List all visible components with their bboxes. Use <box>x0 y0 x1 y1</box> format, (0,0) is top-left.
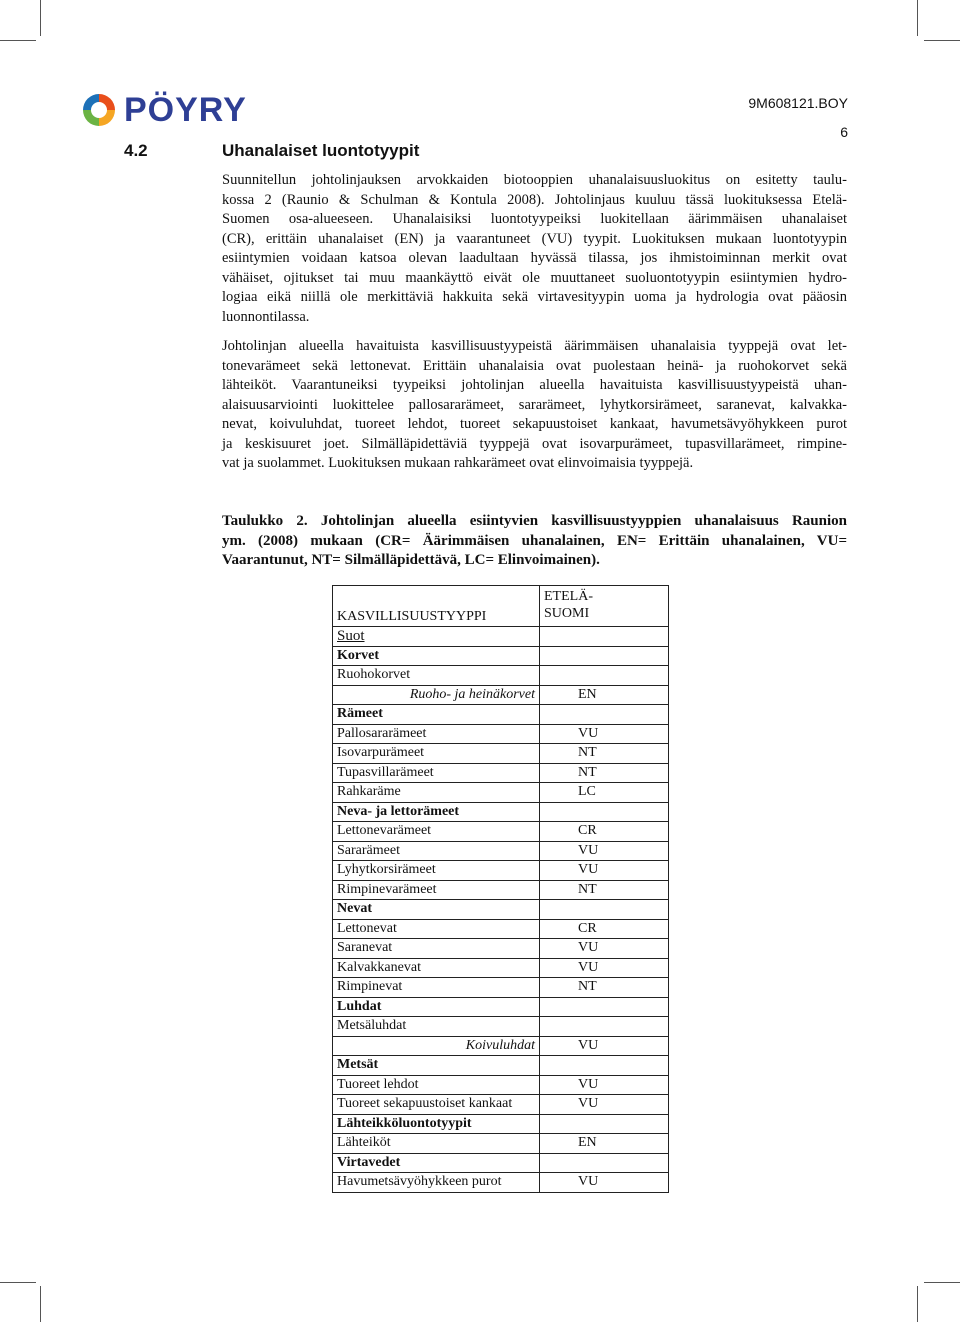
table-row <box>333 802 669 822</box>
threat-status-cell: VU <box>540 1173 669 1193</box>
threat-status-cell: EN <box>540 685 669 705</box>
crop-mark <box>917 1286 918 1322</box>
brand-name: PÖYRY <box>124 91 247 129</box>
crop-mark <box>917 0 918 36</box>
threat-status-cell <box>540 1153 669 1173</box>
threat-status-cell <box>540 802 669 822</box>
table-row <box>333 783 669 803</box>
threat-status-cell <box>540 1056 669 1076</box>
vegetation-type-cell: Sararämeet <box>333 841 540 861</box>
threat-status-cell: VU <box>540 841 669 861</box>
poyry-logo-icon <box>80 91 118 129</box>
table-row <box>333 1095 669 1115</box>
table-row <box>333 1056 669 1076</box>
threat-status-cell: VU <box>540 939 669 959</box>
vegetation-type-cell: Lähteiköt <box>333 1134 540 1154</box>
table-row <box>333 841 669 861</box>
paragraph-1: Suunnitellun johtolinjauksen arvokkaiden biotooppien uhanalaisuusluokitus on esitetty taulu- kossa 2 (Raunio & Schulman & Kontula 2008). Johtolinjaus kuuluu tässä luokituksessa Etelä- Suomen osa-alueeseen. Uhanalaisiksi luontotyypeiksi luokitellaan äärimmäisen uhanalaiset (CR), erittäin uhanalaiset (EN) ja vaarantuneet (VU) tyypit. Luokituksen mukaan luontotyypin esiintymien voidaan katsoa olevan laadultaan hyvässä tilassa, jos ihmistoiminnan merkit ovat vähäiset, ojitukset tai muu maankäyttö eivät ole muuttaneet suoluontotyypin esiintymien hydro- logiaa eikä niillä ole merkittäviä hakkuita sekä virtavesityypin uoma ja hydrologia ovat pääosin luonnontilassa. <box>222 172 847 325</box>
vegetation-type-cell: Lettonevarämeet <box>333 822 540 842</box>
crop-mark <box>40 1286 41 1322</box>
threat-status-cell <box>540 1114 669 1134</box>
vegetation-type-cell: Nevat <box>333 900 540 920</box>
table-header-row <box>333 586 669 627</box>
threat-status-cell: NT <box>540 744 669 764</box>
vegetation-type-cell: Rämeet <box>333 705 540 725</box>
column-header-type: KASVILLISUUSTYYPPI <box>333 586 540 627</box>
vegetation-type-cell: Tuoreet lehdot <box>333 1075 540 1095</box>
threat-status-cell: VU <box>540 958 669 978</box>
threat-status-cell: NT <box>540 978 669 998</box>
table-row <box>333 763 669 783</box>
vegetation-type-cell: Lettonevat <box>333 919 540 939</box>
table-row <box>333 978 669 998</box>
vegetation-type-cell: Virtavedet <box>333 1153 540 1173</box>
vegetation-type-cell: Tupasvillarämeet <box>333 763 540 783</box>
threat-status-cell: VU <box>540 1075 669 1095</box>
threat-status-cell: CR <box>540 919 669 939</box>
crop-mark <box>0 1282 36 1283</box>
vegetation-type-cell: Saranevat <box>333 939 540 959</box>
vegetation-type-cell: Ruohokorvet <box>333 666 540 686</box>
threat-status-cell: VU <box>540 1036 669 1056</box>
threat-status-cell <box>540 666 669 686</box>
vegetation-type-cell: Kalvakkanevat <box>333 958 540 978</box>
threat-status-cell <box>540 1017 669 1037</box>
section-number: 4.2 <box>124 141 148 160</box>
threat-status-cell <box>540 646 669 666</box>
table-row <box>333 1075 669 1095</box>
vegetation-type-cell: Metsät <box>333 1056 540 1076</box>
vegetation-type-cell: Rimpinevat <box>333 978 540 998</box>
table-row <box>333 861 669 881</box>
threat-status-cell <box>540 627 669 647</box>
table-row <box>333 939 669 959</box>
threat-status-cell: VU <box>540 724 669 744</box>
table-body <box>333 627 669 1193</box>
vegetation-type-cell: Havumetsävyöhykkeen purot <box>333 1173 540 1193</box>
table-row <box>333 724 669 744</box>
vegetation-type-cell: Luhdat <box>333 997 540 1017</box>
vegetation-type-cell: Koivuluhdat <box>333 1036 540 1056</box>
table-row <box>333 1153 669 1173</box>
table-caption: Taulukko 2. Johtolinjan alueella esiintyvien kasvillisuustyyppien uhanalaisuus Raunion ym. (2008) mukaan (CR= Äärimmäisen uhanalainen, EN= Erittäin uhanalainen, VU= Vaarantunut, NT= Silmälläpidettävä, LC= Elinvoimainen). <box>222 513 847 568</box>
threat-status-cell: CR <box>540 822 669 842</box>
vegetation-type-cell: Ruoho- ja heinäkorvet <box>333 685 540 705</box>
vegetation-type-cell: Tuoreet sekapuustoiset kankaat <box>333 1095 540 1115</box>
threat-status-cell <box>540 997 669 1017</box>
threat-status-cell: NT <box>540 763 669 783</box>
threat-status-cell: LC <box>540 783 669 803</box>
table-row <box>333 919 669 939</box>
table-row <box>333 822 669 842</box>
table-row <box>333 646 669 666</box>
table-row <box>333 880 669 900</box>
threat-status-cell: NT <box>540 880 669 900</box>
document-id: 9M608121.BOY <box>748 95 848 111</box>
table-row <box>333 744 669 764</box>
threat-status-cell <box>540 705 669 725</box>
table-row <box>333 627 669 647</box>
table-row <box>333 1036 669 1056</box>
paragraph-2: Johtolinjan alueella havaituista kasvillisuustyypeistä äärimmäisen uhanalaisia tyyppejä ovat let- tonevarämeet sekä lettonevat. Erittäin uhanalaisia ovat puolestaan heinä- ja ruohokorvet sekä lähteiköt. Vaarantuneiksi tyypeiksi johtolinjan alueella havaituista kasvillisuustyypeistä uhan- alaisuusarviointi luokittelee pallosararämeet, sararämeet, lyhytkorsirämeet, saranevat, kalvakka- nevat, koivuluhdat, tuoreet lehdot, tuoreet sekapuustoiset kankaat, havumetsävyöhykkeen purot ja keskisuuret joet. Silmälläpidettäviä tyyppejä ovat isovarpurämeet, tupasvillarämeet, rimpine- vat ja suolammet. Luokituksen mukaan rahkarämeet ovat elinvoimaisia tyyppejä. <box>222 338 847 471</box>
vegetation-type-cell: Rimpinevarämeet <box>333 880 540 900</box>
table-row <box>333 1134 669 1154</box>
column-header-region: ETELÄ- SUOMI <box>540 586 669 627</box>
table-row <box>333 958 669 978</box>
crop-mark <box>924 1282 960 1283</box>
table-row <box>333 685 669 705</box>
table-row <box>333 1173 669 1193</box>
crop-mark <box>0 40 36 41</box>
vegetation-type-cell: Lähteikköluontotyypit <box>333 1114 540 1134</box>
table-row <box>333 1017 669 1037</box>
vegetation-type-cell: Isovarpurämeet <box>333 744 540 764</box>
table-row <box>333 666 669 686</box>
table-row <box>333 997 669 1017</box>
table-row <box>333 900 669 920</box>
crop-mark <box>40 0 41 36</box>
vegetation-type-cell: Neva- ja lettorämeet <box>333 802 540 822</box>
vegetation-type-cell: Lyhytkorsirämeet <box>333 861 540 881</box>
vegetation-type-cell: Metsäluhdat <box>333 1017 540 1037</box>
vegetation-type-cell: Suot <box>333 627 540 647</box>
vegetation-type-cell: Pallosararämeet <box>333 724 540 744</box>
threat-status-cell: VU <box>540 861 669 881</box>
threat-status-cell <box>540 900 669 920</box>
section-title: Uhanalaiset luontotyypit <box>222 141 420 160</box>
threat-status-cell: VU <box>540 1095 669 1115</box>
vegetation-table <box>332 585 669 1193</box>
page-number: 6 <box>840 124 848 140</box>
poyry-logo <box>80 91 247 129</box>
vegetation-type-cell: Rahkaräme <box>333 783 540 803</box>
table-row <box>333 1114 669 1134</box>
crop-mark <box>924 40 960 41</box>
vegetation-type-cell: Korvet <box>333 646 540 666</box>
threat-status-cell: EN <box>540 1134 669 1154</box>
table-row <box>333 705 669 725</box>
